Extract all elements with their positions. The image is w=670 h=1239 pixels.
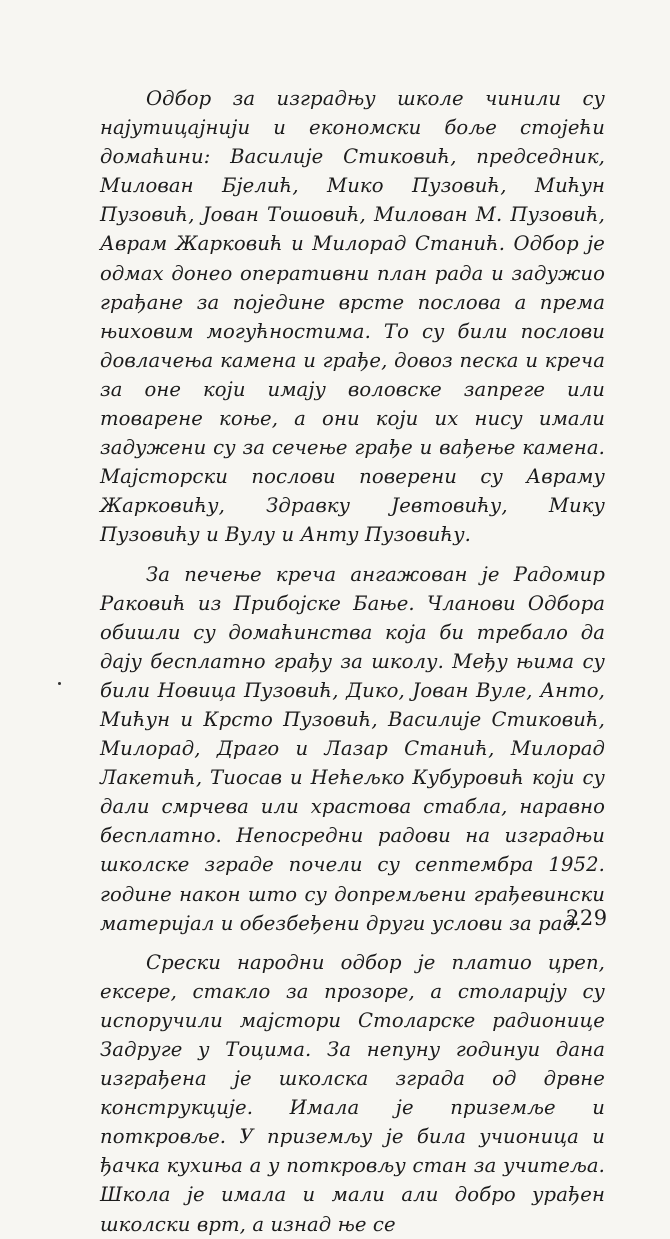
paragraph-construction: Срески народни одбор је платио цреп, ексере, стакло за прозоре, а столарију су испоручили мајстори Столарске радионице Задруге у Тоцима. За непуну годинуи дана изграђена је школска зграда од дрвне конструкције. Имала је приземље и поткровље. У приземљу је била учионица и ђачка кухиња а у поткровљу стан за учитеља. Школа је имала и мали али добро урађен школски врт, а изнад ње се (100, 950, 605, 1236)
paragraph-lime-burning: За печење креча ангажован је Радомир Раковић из Прибојске Бање. Чланови Одбора обишли су домаћинства која би требало да дају бесплатно грађу за школу. Међу њима су били Новица Пузовић, Дико, Јован Вуле, Анто, Мићун и Крсто Пузовић, Василије Стиковић, Милорад, Драго и Лазар Станић, Милорад Лакетић, Тиосав и Нећељко Кубуровић који су дали смрчева или храстова стабла, наравно бесплатно. Непосредни радови на изградњи школске зграде почели су септембра 1952. године након што су допремљени грађевински материјал и обезбеђени други услови за рад. (100, 562, 605, 935)
body-text (100, 84, 605, 1239)
page-speck (58, 682, 61, 685)
page-number: 229 (566, 906, 608, 930)
paragraph-school-committee: Одбор за изградњу школе чинили су најутицајнији и економски боље стојећи домаћини: Василије Стиковић, председник, Милован Бјелић, Мико Пузовић, Мићун Пузовић, Јован Тошовић, Милован М. Пузовић, Аврам Жарковић и Милорад Станић. Одбор је одмах донео оперативни план рада и задужио грађане за поједине врсте послова а према њиховим могућностима. То су били послови довлачења камена и грађе, довоз песка и креча за оне који имају воловске запреге или товарене коње, а они који их нису имали задужени су за сечење грађе и вађење камена. Мајсторски послови поверени су Авраму Жарковићу, Здравку Јевтовићу, Мику Пузовићу и Вулу и Анту Пузовићу. (100, 87, 605, 547)
